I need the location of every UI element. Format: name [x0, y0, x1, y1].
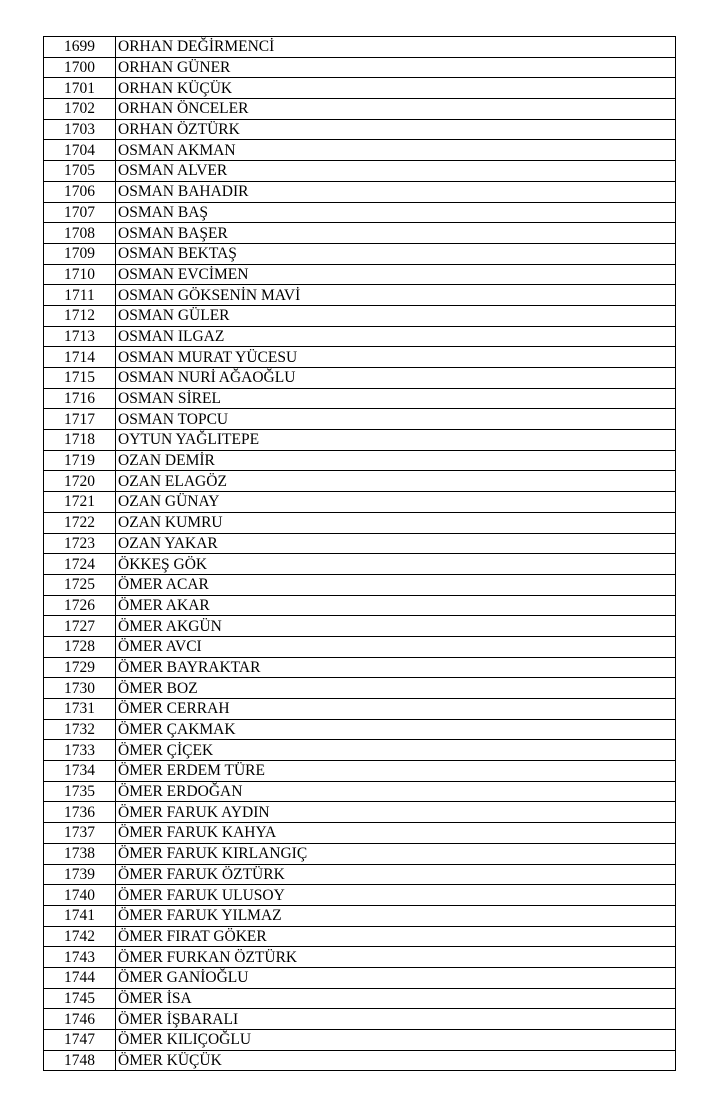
row-number-cell: 1726	[44, 595, 116, 616]
table-row	[44, 326, 676, 347]
row-number-cell: 1735	[44, 781, 116, 802]
row-number-cell: 1708	[44, 223, 116, 244]
person-name-cell: ÖMER FARUK ULUSOY	[116, 885, 676, 906]
row-number-cell: 1712	[44, 305, 116, 326]
row-number-cell: 1702	[44, 99, 116, 120]
person-name-cell: OSMAN BAŞ	[116, 202, 676, 223]
person-name-cell: ÖMER FARUK KIRLANGIÇ	[116, 843, 676, 864]
row-number-cell: 1700	[44, 57, 116, 78]
table-row	[44, 368, 676, 389]
person-name-cell: ÖMER KÜÇÜK	[116, 1050, 676, 1071]
row-number-cell: 1734	[44, 761, 116, 782]
table-row	[44, 905, 676, 926]
table-row	[44, 678, 676, 699]
table-row	[44, 181, 676, 202]
row-number-cell: 1724	[44, 554, 116, 575]
row-number-cell: 1719	[44, 450, 116, 471]
person-name-cell: OZAN DEMİR	[116, 450, 676, 471]
row-number-cell: 1739	[44, 864, 116, 885]
person-name-cell: OZAN GÜNAY	[116, 492, 676, 513]
table-row	[44, 699, 676, 720]
table-row	[44, 574, 676, 595]
row-number-cell: 1744	[44, 967, 116, 988]
table-row	[44, 781, 676, 802]
person-name-cell: OSMAN GÖKSENİN MAVİ	[116, 285, 676, 306]
row-number-cell: 1740	[44, 885, 116, 906]
table-row	[44, 636, 676, 657]
table-row	[44, 37, 676, 58]
table-row	[44, 388, 676, 409]
row-number-cell: 1723	[44, 533, 116, 554]
table-row	[44, 657, 676, 678]
person-name-cell: ÖMER BOZ	[116, 678, 676, 699]
table-row	[44, 719, 676, 740]
person-name-cell: OSMAN ALVER	[116, 161, 676, 182]
person-name-cell: OSMAN SİREL	[116, 388, 676, 409]
person-name-cell: ÖMER AKGÜN	[116, 616, 676, 637]
row-number-cell: 1706	[44, 181, 116, 202]
person-name-cell: ÖMER AKAR	[116, 595, 676, 616]
person-name-cell: ÖMER CERRAH	[116, 699, 676, 720]
person-name-cell: OYTUN YAĞLITEPE	[116, 430, 676, 451]
person-name-cell: ÖMER KILIÇOĞLU	[116, 1030, 676, 1051]
table-row	[44, 761, 676, 782]
row-number-cell: 1705	[44, 161, 116, 182]
row-number-cell: 1717	[44, 409, 116, 430]
row-number-cell: 1725	[44, 574, 116, 595]
row-number-cell: 1746	[44, 1009, 116, 1030]
table-row	[44, 57, 676, 78]
row-number-cell: 1737	[44, 823, 116, 844]
person-name-cell: ORHAN GÜNER	[116, 57, 676, 78]
person-name-cell: ÖMER ÇİÇEK	[116, 740, 676, 761]
row-number-cell: 1704	[44, 140, 116, 161]
table-row	[44, 99, 676, 120]
table-row	[44, 285, 676, 306]
person-name-cell: OSMAN NURİ AĞAOĞLU	[116, 368, 676, 389]
row-number-cell: 1728	[44, 636, 116, 657]
row-number-cell: 1709	[44, 243, 116, 264]
table-row	[44, 450, 676, 471]
row-number-cell: 1747	[44, 1030, 116, 1051]
table-row	[44, 492, 676, 513]
person-name-cell: OSMAN GÜLER	[116, 305, 676, 326]
person-name-cell: ÖMER FURKAN ÖZTÜRK	[116, 947, 676, 968]
person-name-cell: ÖMER AVCI	[116, 636, 676, 657]
row-number-cell: 1727	[44, 616, 116, 637]
person-name-cell: OSMAN AKMAN	[116, 140, 676, 161]
table-row	[44, 1030, 676, 1051]
table-row	[44, 843, 676, 864]
row-number-cell: 1716	[44, 388, 116, 409]
table-row	[44, 119, 676, 140]
person-name-cell: ÖMER FARUK KAHYA	[116, 823, 676, 844]
person-name-cell: OSMAN BEKTAŞ	[116, 243, 676, 264]
table-row	[44, 616, 676, 637]
row-number-cell: 1748	[44, 1050, 116, 1071]
row-number-cell: 1699	[44, 37, 116, 58]
person-name-cell: OZAN KUMRU	[116, 512, 676, 533]
row-number-cell: 1721	[44, 492, 116, 513]
table-row	[44, 140, 676, 161]
table-row	[44, 78, 676, 99]
person-name-cell: ÖMER ERDEM TÜRE	[116, 761, 676, 782]
table-row	[44, 988, 676, 1009]
table-row	[44, 595, 676, 616]
table-row	[44, 823, 676, 844]
person-name-cell: ÖMER İSA	[116, 988, 676, 1009]
person-name-cell: ORHAN ÖNCELER	[116, 99, 676, 120]
row-number-cell: 1732	[44, 719, 116, 740]
person-name-cell: ÖMER İŞBARALI	[116, 1009, 676, 1030]
name-list-body	[44, 37, 676, 1071]
table-row	[44, 967, 676, 988]
row-number-cell: 1741	[44, 905, 116, 926]
row-number-cell: 1714	[44, 347, 116, 368]
row-number-cell: 1745	[44, 988, 116, 1009]
table-row	[44, 202, 676, 223]
table-row	[44, 740, 676, 761]
table-row	[44, 947, 676, 968]
table-row	[44, 223, 676, 244]
row-number-cell: 1715	[44, 368, 116, 389]
person-name-cell: OSMAN EVCİMEN	[116, 264, 676, 285]
person-name-cell: OZAN ELAGÖZ	[116, 471, 676, 492]
person-name-cell: ÖMER FIRAT GÖKER	[116, 926, 676, 947]
row-number-cell: 1713	[44, 326, 116, 347]
person-name-cell: ÖMER ERDOĞAN	[116, 781, 676, 802]
row-number-cell: 1720	[44, 471, 116, 492]
row-number-cell: 1729	[44, 657, 116, 678]
person-name-cell: ÖMER FARUK ÖZTÜRK	[116, 864, 676, 885]
row-number-cell: 1707	[44, 202, 116, 223]
table-row	[44, 533, 676, 554]
person-name-cell: OSMAN BAHADIR	[116, 181, 676, 202]
person-name-cell: OSMAN ILGAZ	[116, 326, 676, 347]
table-row	[44, 554, 676, 575]
person-name-cell: ÖKKEŞ GÖK	[116, 554, 676, 575]
person-name-cell: ORHAN ÖZTÜRK	[116, 119, 676, 140]
row-number-cell: 1743	[44, 947, 116, 968]
table-row	[44, 1009, 676, 1030]
person-name-cell: OSMAN BAŞER	[116, 223, 676, 244]
person-name-cell: ORHAN KÜÇÜK	[116, 78, 676, 99]
row-number-cell: 1703	[44, 119, 116, 140]
person-name-cell: ÖMER FARUK AYDIN	[116, 802, 676, 823]
row-number-cell: 1710	[44, 264, 116, 285]
row-number-cell: 1730	[44, 678, 116, 699]
row-number-cell: 1711	[44, 285, 116, 306]
table-row	[44, 264, 676, 285]
table-row	[44, 1050, 676, 1071]
table-row	[44, 926, 676, 947]
row-number-cell: 1742	[44, 926, 116, 947]
person-name-cell: OSMAN TOPCU	[116, 409, 676, 430]
row-number-cell: 1701	[44, 78, 116, 99]
row-number-cell: 1722	[44, 512, 116, 533]
person-name-cell: ÖMER FARUK YILMAZ	[116, 905, 676, 926]
table-row	[44, 347, 676, 368]
table-row	[44, 885, 676, 906]
row-number-cell: 1718	[44, 430, 116, 451]
person-name-cell: ÖMER ÇAKMAK	[116, 719, 676, 740]
person-name-cell: OZAN YAKAR	[116, 533, 676, 554]
row-number-cell: 1738	[44, 843, 116, 864]
row-number-cell: 1733	[44, 740, 116, 761]
table-row	[44, 305, 676, 326]
table-row	[44, 409, 676, 430]
table-row	[44, 864, 676, 885]
table-row	[44, 243, 676, 264]
table-row	[44, 471, 676, 492]
person-name-cell: OSMAN MURAT YÜCESU	[116, 347, 676, 368]
row-number-cell: 1731	[44, 699, 116, 720]
row-number-cell: 1736	[44, 802, 116, 823]
table-row	[44, 430, 676, 451]
person-name-cell: ÖMER ACAR	[116, 574, 676, 595]
name-list-table	[43, 36, 676, 1071]
person-name-cell: ÖMER GANİOĞLU	[116, 967, 676, 988]
table-row	[44, 161, 676, 182]
person-name-cell: ÖMER BAYRAKTAR	[116, 657, 676, 678]
person-name-cell: ORHAN DEĞİRMENCİ	[116, 37, 676, 58]
table-row	[44, 802, 676, 823]
table-row	[44, 512, 676, 533]
